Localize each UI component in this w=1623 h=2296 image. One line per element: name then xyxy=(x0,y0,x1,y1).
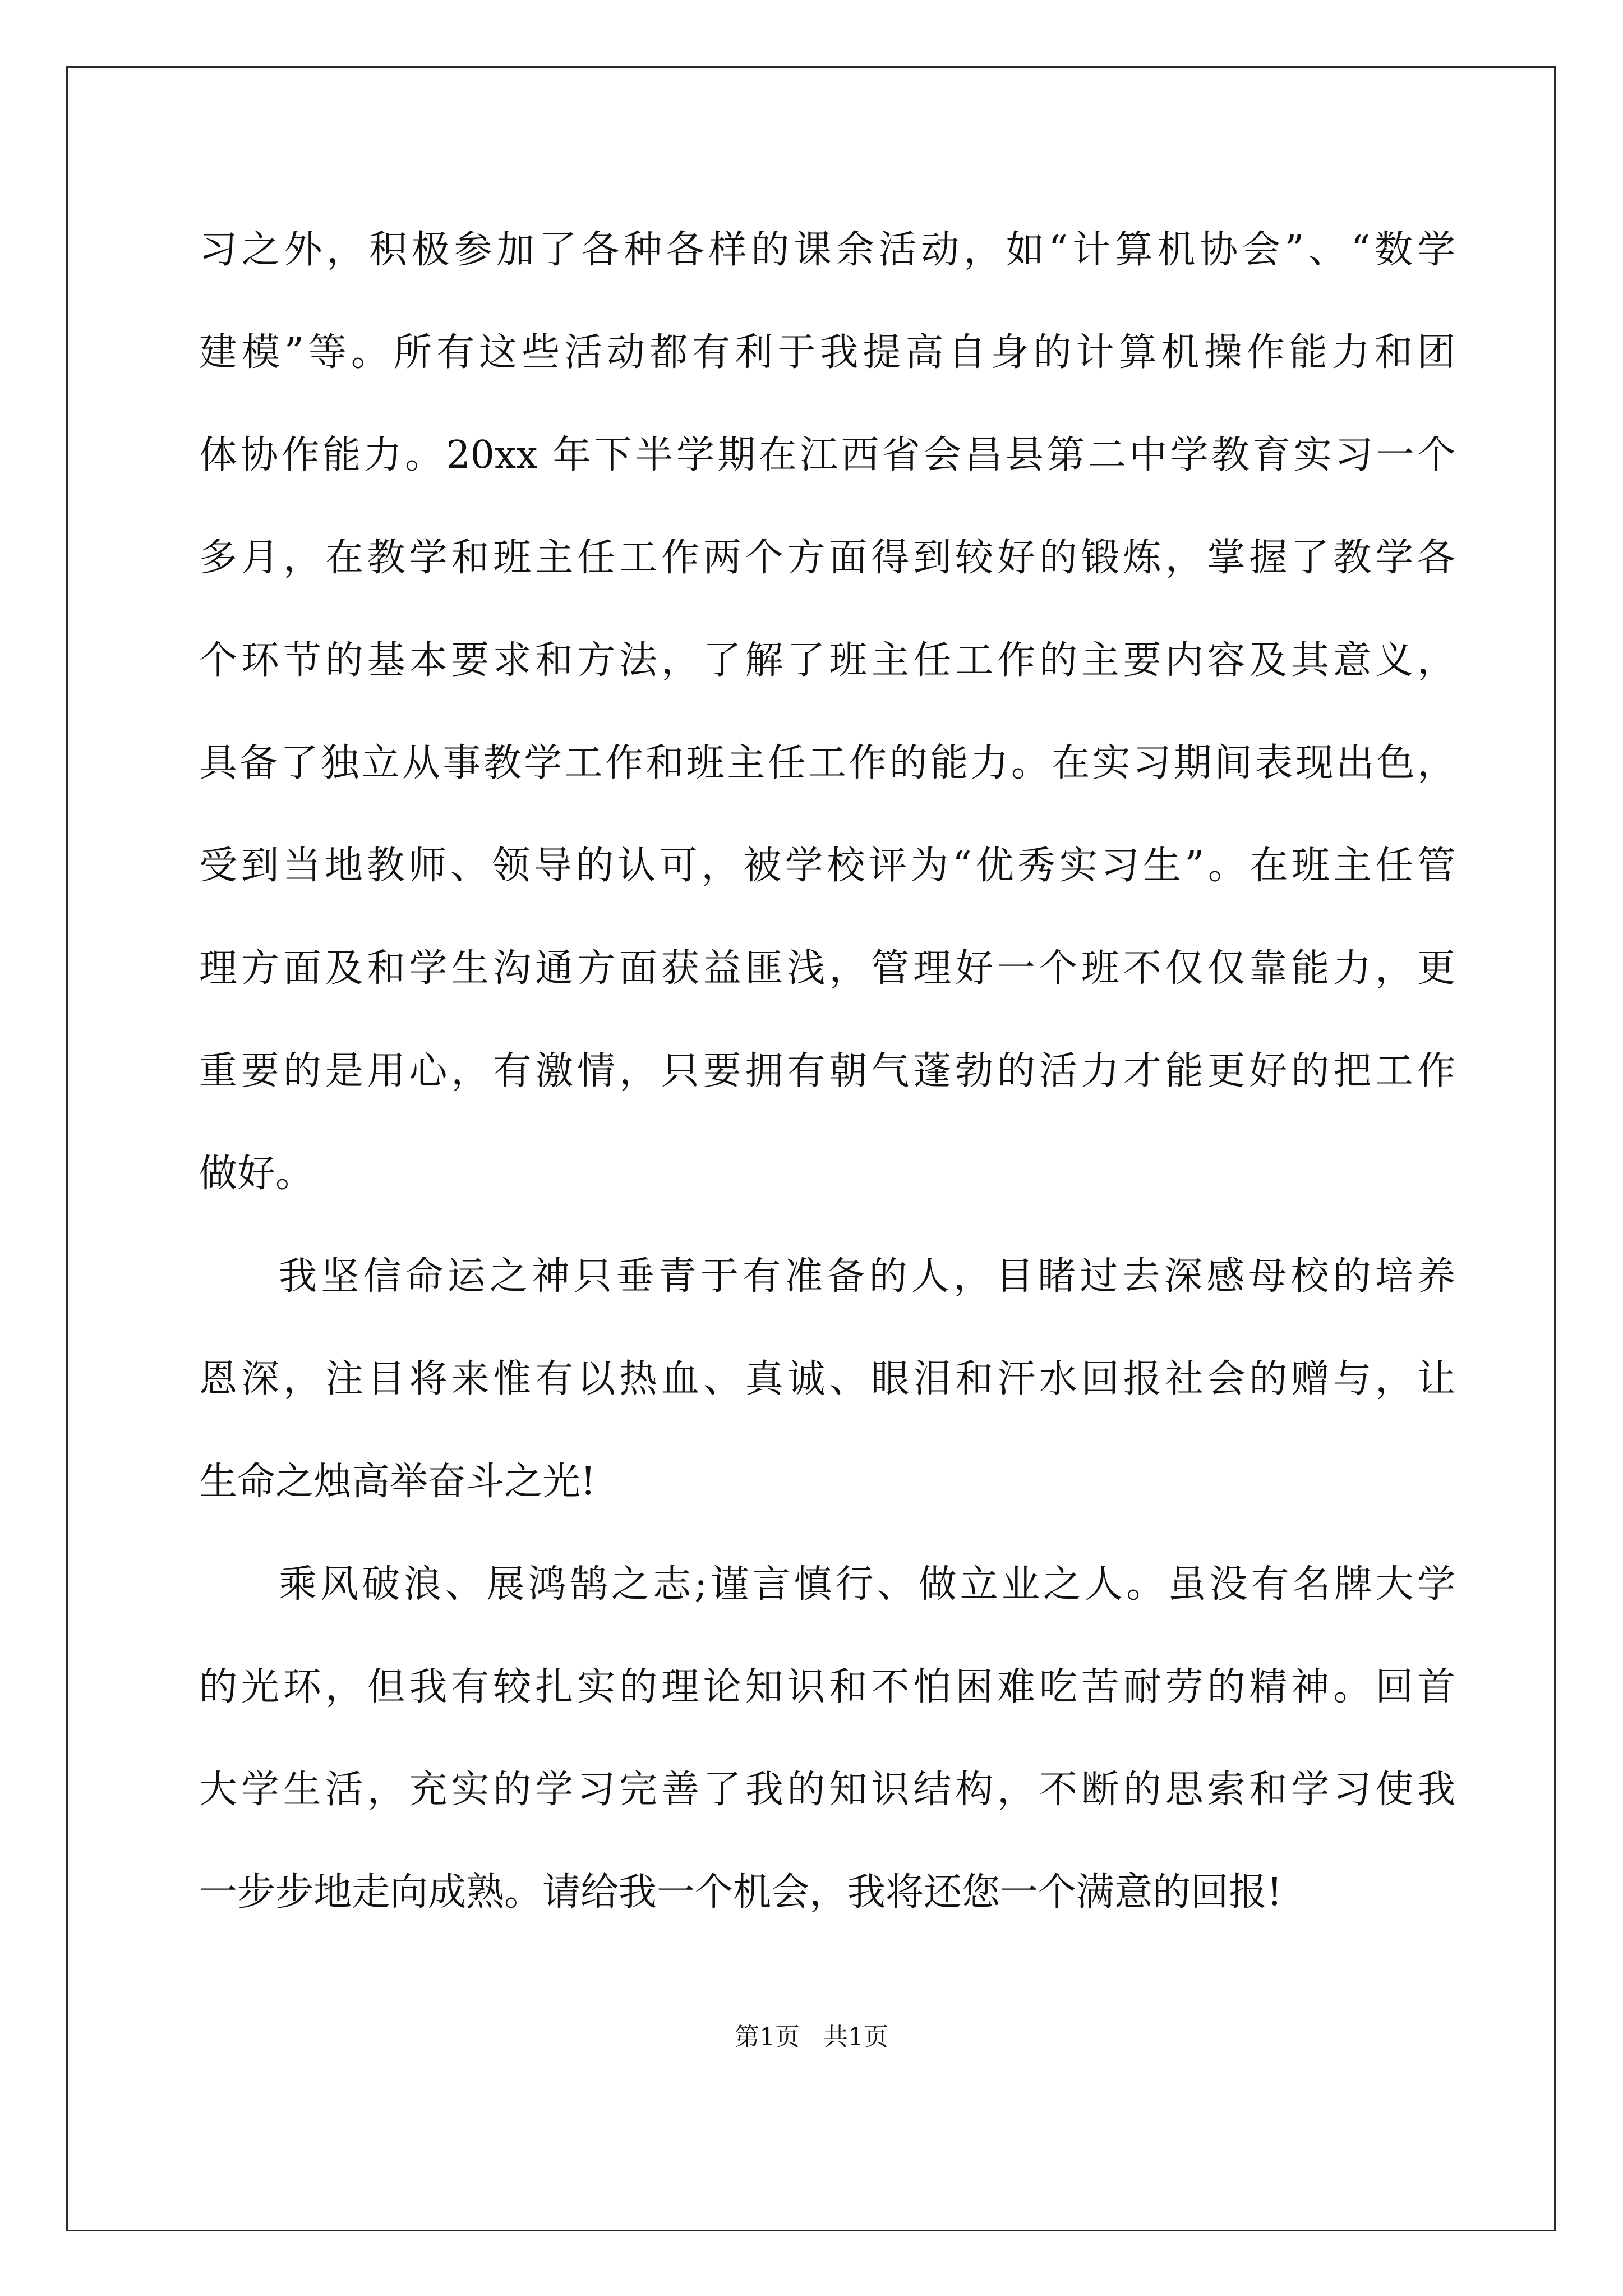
text-line: 我坚信命运之神只垂青于有准备的人，目睹过去深感母校的培养 xyxy=(279,1254,1455,1299)
text-line: 做好。 xyxy=(199,1152,314,1196)
text-line: 生命之烛高举奋斗之光! xyxy=(199,1460,596,1504)
text-line: 的光环，但我有较扎实的理论知识和不怕困难吃苦耐劳的精神。回首 xyxy=(199,1665,1455,1709)
text-line: 体协作能力。20xx 年下半学期在江西省会昌县第二中学教育实习一个 xyxy=(199,433,1455,477)
text-line: 乘风破浪、展鸿鹄之志;谨言慎行、做立业之人。虽没有名牌大学 xyxy=(279,1562,1455,1607)
text-line: 多月，在教学和班主任工作两个方面得到较好的锻炼，掌握了教学各 xyxy=(199,536,1455,580)
text-line: 理方面及和学生沟通方面获益匪浅，管理好一个班不仅仅靠能力，更 xyxy=(199,946,1455,991)
text-line: 具备了独立从事教学工作和班主任工作的能力。在实习期间表现出色， xyxy=(199,741,1455,785)
text-line: 恩深，注目将来惟有以热血、真诚、眼泪和汗水回报社会的赠与，让 xyxy=(199,1357,1455,1401)
text-line: 个环节的基本要求和方法，了解了班主任工作的主要内容及其意义， xyxy=(199,638,1455,683)
text-line: 习之外，积极参加了各种各样的课余活动，如“计算机协会”、“数学 xyxy=(199,228,1455,272)
text-line: 受到当地教师、领导的认可，被学校评为“优秀实习生”。在班主任管 xyxy=(199,844,1455,888)
text-line: 大学生活，充实的学习完善了我的知识结构，不断的思索和学习使我 xyxy=(199,1768,1455,1812)
document-body xyxy=(199,214,1455,1959)
text-line: 一步步地走向成熟。请给我一个机会，我将还您一个满意的回报! xyxy=(199,1870,1283,1915)
page-footer: 第1页 共1页 xyxy=(735,2023,888,2051)
text-line: 重要的是用心，有激情，只要拥有朝气蓬勃的活力才能更好的把工作 xyxy=(199,1049,1455,1093)
text-line: 建模”等。所有这些活动都有利于我提高自身的计算机操作能力和团 xyxy=(199,330,1455,375)
